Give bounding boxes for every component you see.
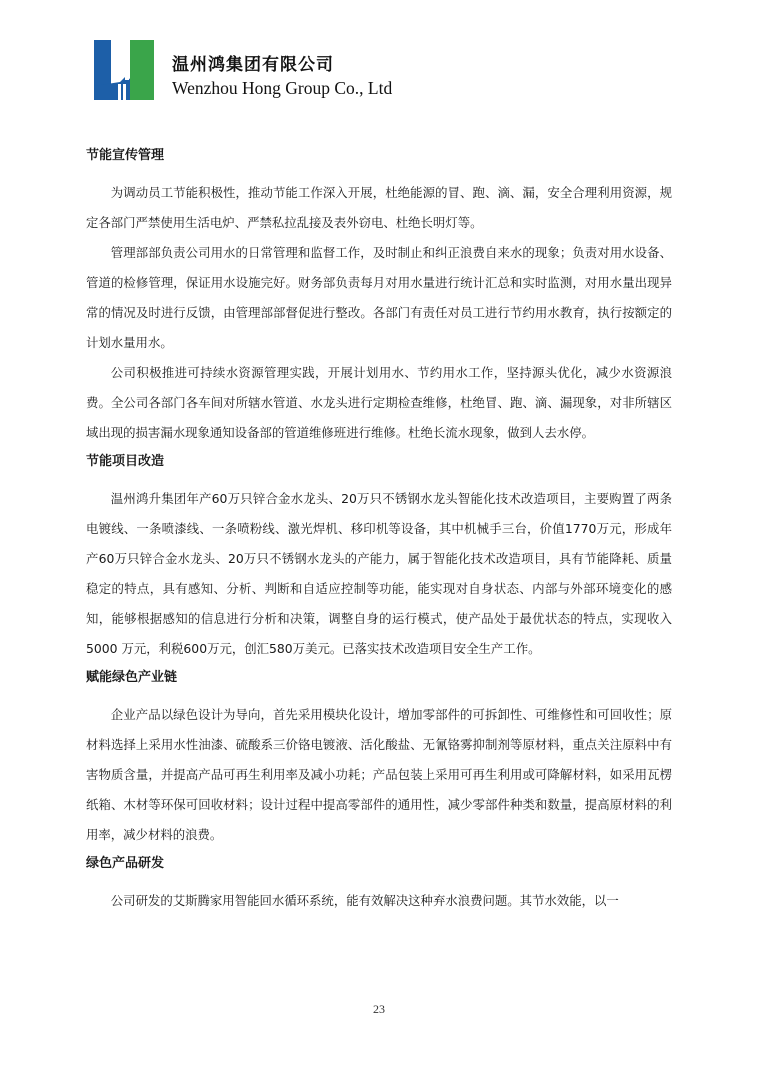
company-logo <box>92 38 156 102</box>
section-title: 节能宣传管理 <box>86 148 165 163</box>
paragraph: 公司积极推进可持续水资源管理实践，开展计划用水、节约用水工作，坚持源头优化，减少水资源浪费。全公司各部门各车间对所辖水管道、水龙头进行定期检查维修，杜绝冒、跑、滴、漏现象，对非所辖区域出现的损害漏水现象通知设备部的管道维修班进行维修。杜绝长流水现象，做到人去水停。 <box>86 365 672 440</box>
paragraph: 温州鸿升集团年产60万只锌合金水龙头、20万只不锈钢水龙头智能化技术改造项目，主要购置了两条电镀线、一条喷漆线、一条喷粉线、激光焊机、移印机等设备，其中机械手三台，价值1770万元，形成年产60万只锌合金水龙头、20万只不锈钢水龙头的产能力，属于智能化技术改造项目，具有节能降耗、质量稳定的特点，具有感知、分析、判断和自适应控制等功能，能实现对自身状态、内部与外部环境变化的感知，能够根据感知的信息进行分析和决策，调整自身的运行模式，使产品处于最优状态的特点，实现收入5000 万元，利税600万元，创汇580万美元。已落实技术改造项目安全生产工作。 <box>86 491 672 656</box>
page-number: 23 <box>373 1002 385 1016</box>
section-title: 绿色产品研发 <box>86 856 165 871</box>
page-header <box>92 38 692 104</box>
company-name-en: Wenzhou Hong Group Co., Ltd <box>172 78 393 98</box>
paragraph: 为调动员工节能积极性，推动节能工作深入开展，杜绝能源的冒、跑、滴、漏，安全合理利用资源，规定各部门严禁使用生活电炉、严禁私拉乱接及表外窃电、杜绝长明灯等。 <box>86 185 672 230</box>
document-body <box>86 142 672 916</box>
section-title: 节能项目改造 <box>86 454 165 469</box>
company-name-cn: 温州鸿集团有限公司 <box>172 55 334 75</box>
paragraph: 企业产品以绿色设计为导向，首先采用模块化设计，增加零部件的可拆卸性、可维修性和可回收性；原材料选择上采用水性油漆、硫酸系三价铬电镀液、活化酸盐、无氰铬雾抑制剂等原材料，重点关注原料中有害物质含量，并提高产品可再生利用率及减小功耗；产品包装上采用可再生利用或可降解材料，如采用瓦楞纸箱、木材等环保可回收材料；设计过程中提高零部件的通用性，减少零部件种类和数量，提高原材料的利用率，减少材料的浪费。 <box>86 707 672 842</box>
paragraph: 公司研发的艾斯腾家用智能回水循环系统，能有效解决这种弃水浪费问题。其节水效能，以一 <box>110 893 619 908</box>
section-title: 赋能绿色产业链 <box>86 670 178 685</box>
paragraph: 管理部部负责公司用水的日常管理和监督工作，及时制止和纠正浪费自来水的现象；负责对用水设备、管道的检修管理，保证用水设施完好。财务部负责每月对用水量进行统计汇总和实时监测，对用水量出现异常的情况及时进行反馈，由管理部部督促进行整改。各部门有责任对员工进行节约用水教育，执行按额定的计划水量用水。 <box>86 245 672 350</box>
